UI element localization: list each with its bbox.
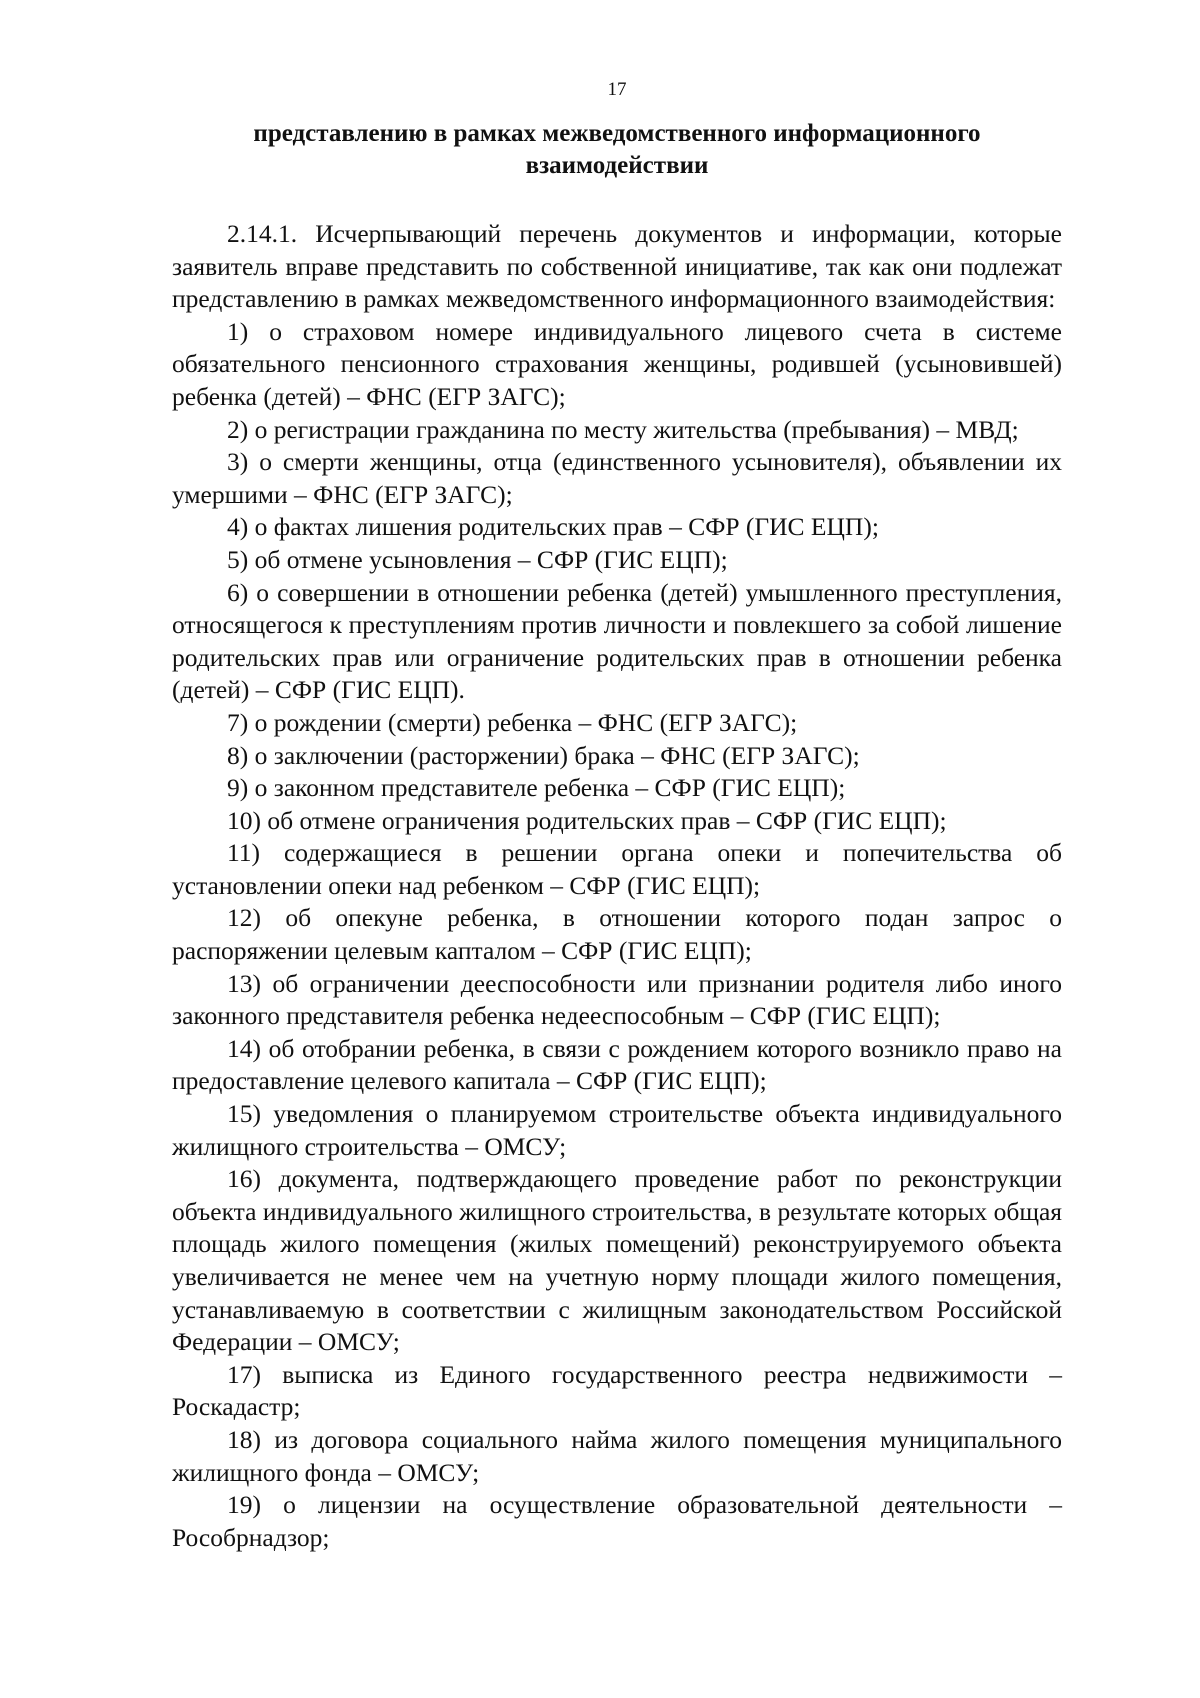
list-item-10: 10) об отмене ограничения родительских прав – СФР (ГИС ЕЦП); (227, 805, 947, 835)
list-item-12: 12) об опекуне ребенка, в отношении которого подан запрос о распоряжении целевым капталом – СФР (ГИС ЕЦП); (172, 903, 1062, 966)
list-item-7: 7) о рождении (смерти) ребенка – ФНС (ЕГР ЗАГС); (227, 707, 798, 737)
list-item-11: 11) содержащиеся в решении органа опеки и попечительства об установлении опеки над ребенком – СФР (ГИС ЕЦП); (172, 838, 1062, 900)
section-heading-line-1: представлению в рамках межведомственного информационного (253, 120, 981, 147)
list-item-4: 4) о фактах лишения родительских прав – СФР (ГИС ЕЦП); (227, 512, 879, 542)
list-item-15: 15) уведомления о планируемом строительстве объекта индивидуального жилищного строительства – ОМСУ; (172, 1099, 1062, 1161)
list-item-3: 3) о смерти женщины, отца (единственного усыновителя), объявлении их умершими – ФНС (ЕГР ЗАГС); (172, 447, 1062, 509)
list-item-14: 14) об отобрании ребенка, в связи с рождением которого возникло право на предоставление целевого капитала – СФР (ГИС ЕЦП); (172, 1033, 1062, 1096)
paragraph-intro: 2.14.1. Исчерпывающий перечень документов и информации, которые заявитель вправе представить по собственной инициативе, так как они подлежат представлению в рамках межведомственного информационного взаимодействия: (172, 219, 1062, 314)
document-body (172, 218, 1062, 1554)
list-item-9: 9) о законном представителе ребенка – СФР (ГИС ЕЦП); (227, 773, 846, 803)
list-item-13: 13) об ограничении дееспособности или признании родителя либо иного законного представителя ребенка недееспособным – СФР (ГИС ЕЦП); (172, 968, 1062, 1031)
list-item-16: 16) документа, подтверждающего проведение работ по реконструкции объекта индивидуального жилищного строительства, в результате которых общая площадь жилого помещения (жилых помещений) реконструируемого объекта увеличивается не менее чем на учетную норму площади жилого помещения, устанавливаемую в соответствии с жилищным законодательством Российской Федерации – ОМСУ; (172, 1164, 1062, 1357)
page-number: 17 (607, 79, 627, 100)
list-item-1: 1) о страховом номере индивидуального лицевого счета в системе обязательного пенсионного страхования женщины, родившей (усыновившей) ребенка (детей) – ФНС (ЕГР ЗАГС); (172, 316, 1062, 411)
section-heading-line-2: взаимодействии (525, 152, 709, 179)
list-item-2: 2) о регистрации гражданина по месту жительства (пребывания) – МВД; (227, 414, 1019, 444)
list-item-8: 8) о заключении (расторжении) брака – ФНС (ЕГР ЗАГС); (227, 740, 860, 770)
section-heading (172, 118, 1062, 182)
list-item-5: 5) об отмене усыновления – СФР (ГИС ЕЦП); (227, 544, 728, 574)
list-item-6: 6) о совершении в отношении ребенка (детей) умышленного преступления, относящегося к преступлениям против личности и повлекшего за собой лишение родительских прав или ограничение родительских прав в отношении ребенка (детей) – СФР (ГИС ЕЦП). (172, 577, 1062, 705)
list-item-18: 18) из договора социального найма жилого помещения муниципального жилищного фонда – ОМСУ; (172, 1424, 1062, 1487)
list-item-17: 17) выписка из Единого государственного реестра недвижимости – Роскадастр; (172, 1359, 1062, 1422)
list-item-19: 19) о лицензии на осуществление образовательной деятельности – Рособрнадзор; (172, 1490, 1062, 1552)
